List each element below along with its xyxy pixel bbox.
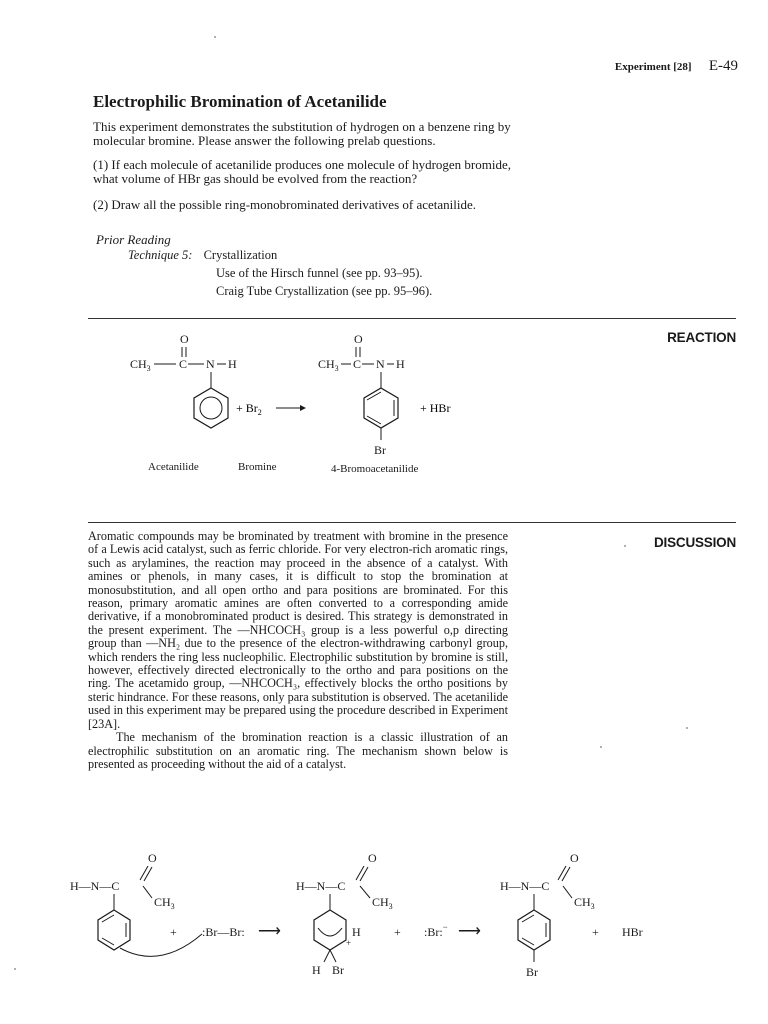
intro-text: This experiment demonstrates the substitution of hydrogen on a benzene ring by molecular bromine. Please answer the following prelab questions.	[93, 119, 511, 148]
label-4-bromoacetanilide: 4-Bromoacetanilide	[331, 463, 419, 475]
scan-speck	[14, 968, 16, 970]
svg-text:+: +	[346, 938, 352, 948]
svg-text:N: N	[206, 357, 215, 371]
discussion-paragraph-2: The mechanism of the bromination reaction is a classic illustration of an electrophilic substitution on an aromatic ring. The mechanism shown below is presented as proceeding without the aid of a catalyst.	[88, 730, 508, 771]
discussion-paragraph-1: Aromatic compounds may be brominated by treatment with bromine in the presence of a Lewis acid catalyst, such as ferric chloride. For very electron-rich aromatic rings, such as arylamines, the reaction may proceed in the absence of a catalyst. With amines or phenols, in many cases, it is difficult to stop the bromination at monosubstitution, and all open ortho and para positions are brominated. For this reason, primary aromatic amines are often converted to a corresponding amide derivative, if a monobrominated product is desired. This strategy is demonstrated in the present experiment. The —NHCOCH₃ group is a less powerful o,p directing group than —NH₂ due to the presence of the electron-withdrawing carbonyl group, which renders the ring less nucleophilic. Electrophilic substitution by bromine is still, however, effectively directed electronically to the ortho and para positions on the ring. The acetamido group, —NHCOCH₃, effectively blocks the ortho positions by steric hindrance. For these reasons, only para substitution is observed. The acetanilide used in this experiment may be prepared using the procedure described in Experiment [23A].	[88, 529, 508, 731]
carbonyl-oxygen: O	[180, 332, 189, 346]
svg-text:⟶: ⟶	[458, 923, 481, 940]
section-divider	[88, 318, 736, 319]
page-title: Electrophilic Bromination of Acetanilide	[93, 92, 387, 111]
svg-text:C: C	[179, 357, 188, 371]
svg-text:O: O	[354, 332, 363, 346]
scan-speck	[214, 36, 216, 38]
svg-text:H: H	[228, 357, 237, 371]
prior-reading-heading: Prior Reading	[96, 232, 171, 247]
svg-text:HBr: HBr	[622, 925, 643, 939]
technique-line	[128, 248, 277, 263]
svg-text:+: +	[592, 925, 599, 939]
reaction-section-label: REACTION	[667, 330, 736, 345]
mechanism-scheme	[60, 848, 720, 988]
svg-text:H—N—C: H—N—C	[70, 879, 120, 893]
svg-text:CH3: $CH_3$	[130, 357, 151, 373]
bromine-reagent: + Br	[236, 401, 258, 415]
scan-speck	[686, 727, 688, 729]
label-acetanilide: Acetanilide	[148, 461, 199, 473]
discussion-body	[88, 530, 508, 771]
svg-text:Br: Br	[526, 965, 538, 979]
mechanism-product	[500, 851, 595, 979]
svg-text:Br: Br	[332, 963, 344, 977]
svg-text:+: +	[394, 925, 401, 939]
sigma-complex	[296, 851, 393, 977]
experiment-label: Experiment [28]	[614, 61, 692, 73]
svg-text:H—N—C: H—N—C	[500, 879, 550, 893]
svg-text:CH3: $CH_3$	[574, 895, 595, 911]
svg-text:O: O	[368, 851, 377, 865]
label-bromine: Bromine	[238, 461, 277, 473]
svg-text:O: O	[570, 851, 579, 865]
acetanilide-structure	[130, 332, 237, 428]
bromoacetanilide-structure	[318, 332, 405, 457]
reading-item: Craig Tube Crystallization (see pp. 95–96).	[216, 284, 433, 298]
svg-text:+: +	[170, 925, 177, 939]
svg-text:H: H	[352, 925, 361, 939]
prelab-question-1: (1) If each molecule of acetanilide produces one molecule of hydrogen bromide, what volume of HBr gas should be evolved from the reaction?	[93, 157, 511, 186]
svg-text:CH3: $CH_3$	[318, 357, 339, 373]
svg-text::Br:−: :Br:−	[424, 922, 448, 939]
reaction-scheme	[118, 326, 498, 476]
svg-text:O: O	[148, 851, 157, 865]
hbr-product: + HBr	[420, 401, 451, 415]
section-divider	[88, 522, 736, 523]
prelab-question-2: (2) Draw all the possible ring-monobrominated derivatives of acetanilide.	[93, 197, 477, 212]
discussion-section-label: DISCUSSION	[653, 535, 736, 550]
svg-text:H—N—C: H—N—C	[296, 879, 346, 893]
svg-text:N: N	[376, 357, 385, 371]
page-number: E-49	[708, 58, 738, 74]
svg-text:Br: Br	[374, 443, 386, 457]
svg-text:+ Br2: + $Br_2$	[236, 401, 262, 417]
svg-text:H: H	[312, 963, 321, 977]
scan-speck	[600, 746, 602, 748]
svg-text:⟶: ⟶	[258, 923, 281, 940]
technique-name: Crystallization	[203, 248, 278, 262]
svg-text:CH3: $CH_3$	[154, 895, 175, 911]
scan-speck	[624, 545, 626, 547]
reading-item: Use of the Hirsch funnel (see pp. 93–95).	[216, 266, 423, 280]
svg-text:H: H	[396, 357, 405, 371]
bromine-molecule: :Br—Br:	[202, 925, 245, 939]
svg-text:CH3: $CH_3$	[372, 895, 393, 911]
technique-label: Technique 5:	[128, 248, 193, 262]
running-header	[615, 58, 738, 75]
mechanism-acetanilide	[70, 851, 202, 956]
svg-text:C: C	[353, 357, 362, 371]
